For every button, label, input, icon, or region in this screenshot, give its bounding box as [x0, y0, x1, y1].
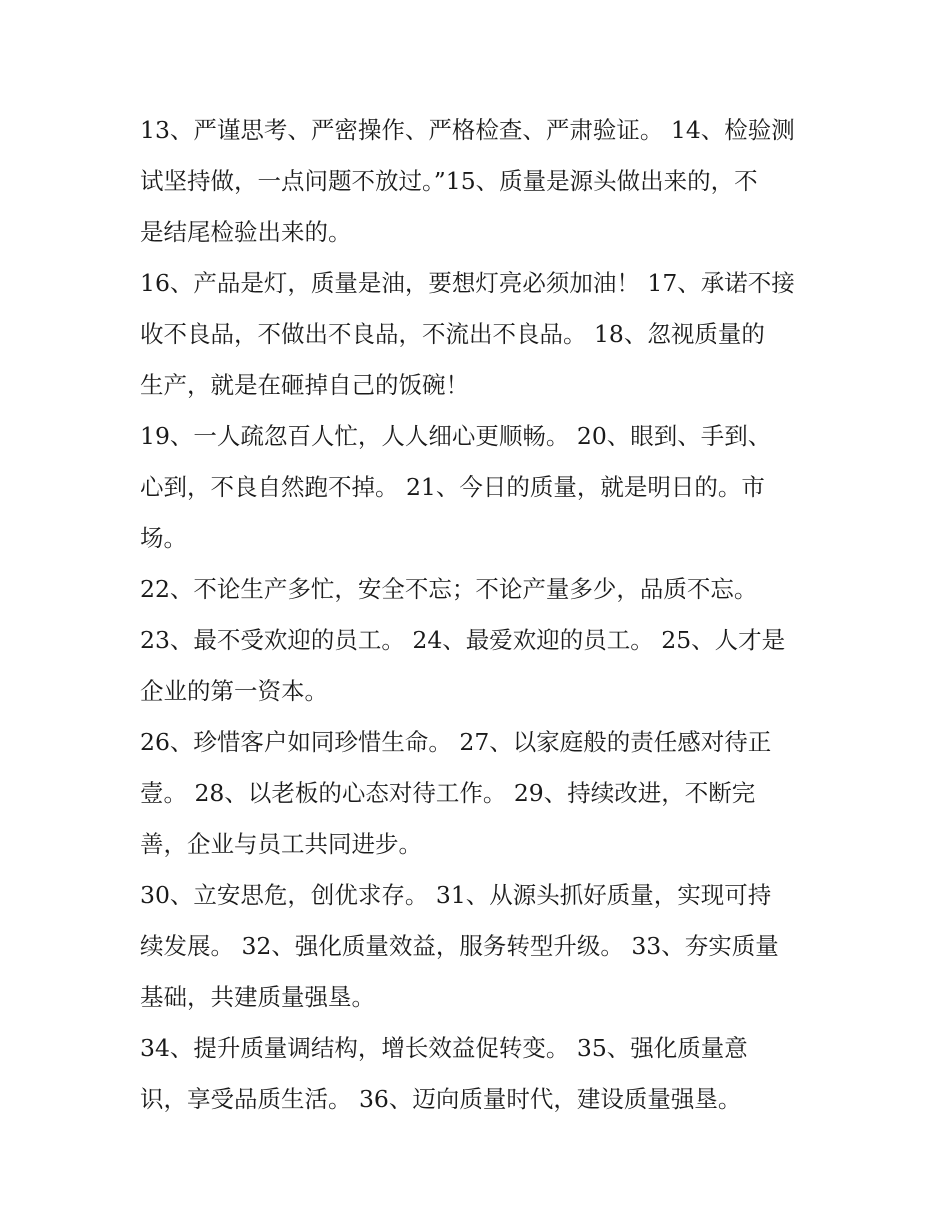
text-line: 23、最不受欢迎的员工。 24、最爱欢迎的员工。 25、人才是 [140, 626, 786, 654]
text-line: 企业的第一资本。 [140, 677, 328, 705]
text-line: 场。 [140, 524, 187, 552]
paragraph-1 [140, 105, 830, 258]
paragraph-6 [140, 717, 830, 870]
paragraph-7 [140, 870, 830, 1023]
paragraph-8 [140, 1023, 830, 1125]
text-line: 收不良品，不做出不良品，不流出不良品。 18、忽视质量的 [140, 320, 765, 348]
paragraph-3 [140, 411, 830, 564]
text-line: 试坚持做，一点问题不放过。”15、质量是源头做出来的，不 [140, 167, 758, 195]
paragraph-5 [140, 615, 830, 717]
text-line: 续发展。 32、强化质量效益，服务转型升级。 33、夯实质量 [140, 932, 779, 960]
document-body [140, 105, 830, 1125]
text-line: 善，企业与员工共同进步。 [140, 830, 422, 858]
paragraph-4 [140, 564, 830, 615]
text-line: 19、一人疏忽百人忙，人人细心更顺畅。 20、眼到、手到、 [140, 422, 772, 450]
text-line: 壹。 28、以老板的心态对待工作。 29、持续改进，不断完 [140, 779, 756, 807]
text-line: 心到，不良自然跑不掉。 21、今日的质量，就是明日的。市 [140, 473, 765, 501]
text-line: 22、不论生产多忙，安全不忘；不论产量多少，品质不忘。 [140, 575, 758, 603]
text-line: 26、珍惜客户如同珍惜生命。 27、以家庭般的责任感对待正 [140, 728, 772, 756]
text-line: 34、提升质量调结构，增长效益促转变。 35、强化质量意 [140, 1034, 748, 1062]
text-line: 是结尾检验出来的。 [140, 218, 352, 246]
text-line: 30、立安思危，创优求存。 31、从源头抓好质量，实现可持 [140, 881, 772, 909]
text-line: 基础，共建质量强垦。 [140, 983, 375, 1011]
text-line: 16、产品是灯，质量是油，要想灯亮必须加油！ 17、承诺不接 [140, 269, 795, 297]
text-line: 13、严谨思考、严密操作、严格检查、严肃验证。 14、检验测 [140, 116, 795, 144]
text-line: 识，享受品质生活。 36、迈向质量时代，建设质量强垦。 [140, 1085, 742, 1113]
paragraph-2 [140, 258, 830, 411]
text-line: 生产，就是在砸掉自己的饭碗！ [140, 371, 469, 399]
